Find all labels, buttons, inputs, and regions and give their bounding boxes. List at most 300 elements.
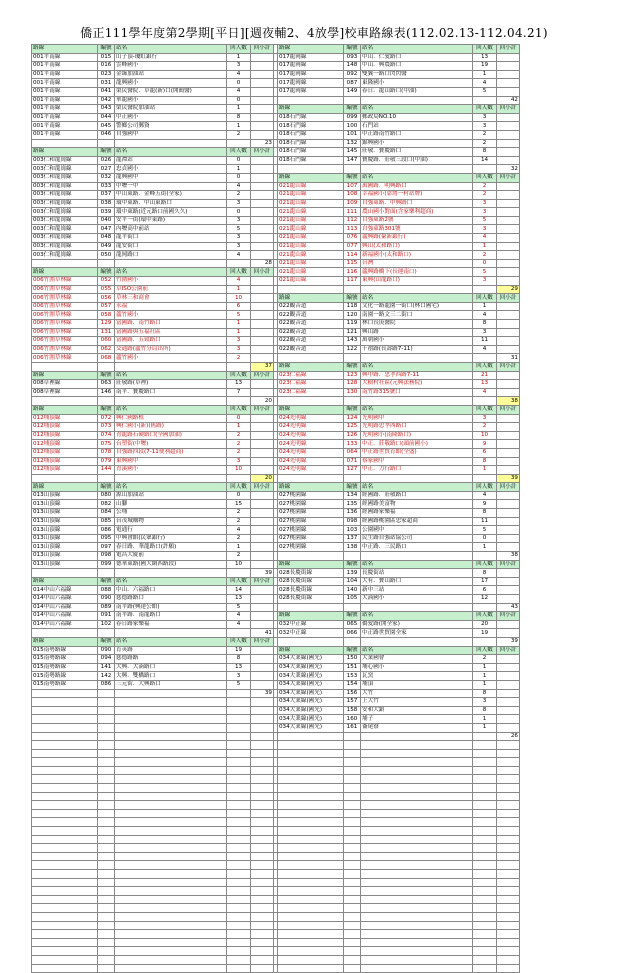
empty-cell: [115, 706, 227, 715]
header-stop-no: 編號: [344, 173, 361, 182]
route-total: 37: [251, 362, 274, 371]
stop-name: 永福: [115, 302, 227, 311]
empty-cell: [361, 749, 473, 758]
subtotal-cell: [497, 70, 520, 79]
empty-cell: [115, 715, 227, 724]
empty-cell: [98, 732, 115, 741]
route-name: 003仁和龍崗線: [32, 216, 98, 225]
stop-number: 104: [344, 577, 361, 586]
table-row: [32, 509, 520, 518]
empty-cell: [227, 827, 251, 836]
table-row: [32, 741, 520, 750]
empty-cell: [361, 732, 473, 741]
empty-cell: [98, 723, 115, 732]
table-row: [32, 586, 520, 595]
stop-count: 0: [227, 156, 251, 165]
stop-number: 133: [344, 440, 361, 449]
stop-number: 111: [344, 208, 361, 217]
empty-cell: [251, 766, 274, 775]
route-name: 027桃園線: [278, 534, 344, 543]
route-name: 013山頂線: [32, 491, 98, 500]
stop-count: 3: [473, 698, 497, 707]
empty-cell: [115, 844, 227, 853]
stop-name: 石門站: [361, 122, 473, 131]
empty-cell: [115, 938, 227, 947]
table-row: [32, 809, 520, 818]
header-stop-no: 編號: [344, 483, 361, 492]
empty-cell: [32, 904, 98, 913]
stop-count: 6: [227, 302, 251, 311]
stop-name: 龍安街口: [115, 242, 227, 251]
table-row: [32, 87, 520, 96]
empty-cell: [278, 285, 344, 294]
empty-cell: [344, 354, 361, 363]
subtotal-cell: [497, 706, 520, 715]
route-name: 013山頂線: [32, 509, 98, 518]
empty-cell: [32, 784, 98, 793]
empty-cell: [32, 259, 98, 268]
stop-name: 春日路家樂福: [115, 620, 227, 629]
table-row: [32, 491, 520, 500]
stop-name: 自強東路．中興路口: [361, 199, 473, 208]
table-row: [32, 380, 520, 389]
stop-number: 041: [98, 87, 115, 96]
stop-count: 1: [227, 328, 251, 337]
stop-number: 138: [344, 543, 361, 552]
stop-number: 050: [98, 251, 115, 260]
stop-count: 14: [473, 156, 497, 165]
empty-cell: [344, 784, 361, 793]
empty-cell: [251, 741, 274, 750]
table-row: [32, 818, 520, 827]
table-row: [32, 775, 520, 784]
stop-number: 157: [344, 698, 361, 707]
subtotal-cell: [251, 225, 274, 234]
stop-name: 經國路美富物: [361, 500, 473, 509]
header-stop-no: 編號: [98, 577, 115, 586]
header-count: 回人數: [227, 371, 251, 380]
empty-cell: [227, 259, 251, 268]
stop-name: 安平一街(環中東路): [115, 216, 227, 225]
stop-name: 自強路四段(7-11便利超商): [115, 448, 227, 457]
empty-cell: [497, 844, 520, 853]
empty-cell: [278, 904, 344, 913]
stop-name: 公埔: [115, 509, 227, 518]
stop-number: 048: [98, 234, 115, 243]
route-name: 003仁和龍崗線: [32, 191, 98, 200]
stop-count: 3: [227, 199, 251, 208]
header-route: 路線: [278, 294, 344, 303]
header-subtotal: 回小計: [251, 371, 274, 380]
empty-cell: [344, 749, 361, 758]
table-row: [32, 646, 520, 655]
empty-cell: [251, 827, 274, 836]
empty-cell: [473, 96, 497, 105]
empty-cell: [344, 165, 361, 174]
stop-count: 8: [473, 569, 497, 578]
route-name: 008草裡線: [32, 388, 98, 397]
subtotal-cell: [497, 491, 520, 500]
subtotal-cell: [497, 122, 520, 131]
stop-count: 4: [227, 87, 251, 96]
stop-name: 光明國小(南隆路口): [361, 431, 473, 440]
table-row: [32, 603, 520, 612]
empty-cell: [497, 766, 520, 775]
empty-cell: [98, 784, 115, 793]
subtotal-cell: [497, 595, 520, 604]
route-name: 034大業線(國光): [278, 680, 344, 689]
empty-cell: [497, 784, 520, 793]
route-name: 012埔頂線: [32, 466, 98, 475]
stop-count: 2: [227, 509, 251, 518]
stop-name: 環中東路．中山東路口: [115, 199, 227, 208]
table-row: [32, 698, 520, 707]
empty-cell: [251, 921, 274, 930]
table-row: [32, 225, 520, 234]
subtotal-cell: [497, 62, 520, 71]
subtotal-cell: [497, 199, 520, 208]
table-row: [32, 191, 520, 200]
subtotal-cell: [251, 500, 274, 509]
subtotal-cell: [251, 509, 274, 518]
route-name: 003仁和龍崗線: [32, 173, 98, 182]
empty-cell: [115, 569, 227, 578]
route-name: 027桃園線: [278, 543, 344, 552]
empty-cell: [344, 474, 361, 483]
route-total: 23: [251, 139, 274, 148]
empty-cell: [227, 809, 251, 818]
stop-count: 1: [227, 122, 251, 131]
stop-count: 2: [473, 251, 497, 260]
empty-cell: [98, 895, 115, 904]
stop-number: 056: [98, 294, 115, 303]
table-row: [32, 277, 520, 286]
table-row: [32, 569, 520, 578]
route-name: 021龍山線: [278, 259, 344, 268]
empty-cell: [344, 955, 361, 964]
stop-name: 新福國小(太和路口): [361, 251, 473, 260]
empty-cell: [98, 930, 115, 939]
empty-cell: [497, 835, 520, 844]
empty-cell: [361, 938, 473, 947]
stop-number: 055: [98, 285, 115, 294]
empty-cell: [227, 569, 251, 578]
empty-cell: [278, 947, 344, 956]
empty-cell: [251, 852, 274, 861]
stop-number: 116: [344, 268, 361, 277]
empty-cell: [227, 749, 251, 758]
empty-cell: [32, 569, 98, 578]
subtotal-cell: [251, 457, 274, 466]
empty-cell: [473, 861, 497, 870]
subtotal-cell: [497, 655, 520, 664]
empty-cell: [497, 792, 520, 801]
empty-cell: [473, 741, 497, 750]
empty-cell: [361, 930, 473, 939]
subtotal-cell: [497, 79, 520, 88]
stop-count: 1: [473, 680, 497, 689]
subtotal-cell: [251, 672, 274, 681]
header-stop-no: 編號: [98, 637, 115, 646]
stop-name: 警鄉公司郵資: [115, 122, 227, 131]
route-name: 022觀音道: [278, 302, 344, 311]
empty-cell: [227, 964, 251, 973]
stop-number: 090: [98, 646, 115, 655]
route-name: 028長慶街線: [278, 577, 344, 586]
stop-number: 057: [98, 302, 115, 311]
subtotal-cell: [251, 517, 274, 526]
empty-cell: [32, 792, 98, 801]
table-row: [32, 148, 520, 157]
table-row: [32, 655, 520, 664]
subtotal-cell: [251, 302, 274, 311]
stop-name: 內壢高中前站: [115, 225, 227, 234]
empty-cell: [32, 835, 98, 844]
empty-cell: [98, 870, 115, 879]
stop-count: 2: [227, 191, 251, 200]
empty-cell: [115, 741, 227, 750]
stop-count: 5: [227, 225, 251, 234]
stop-name: 經國路．莊敬路口: [361, 491, 473, 500]
empty-cell: [473, 938, 497, 947]
empty-cell: [361, 904, 473, 913]
stop-number: 154: [344, 680, 361, 689]
stop-name: 中正．力行路口: [361, 466, 473, 475]
subtotal-cell: [497, 371, 520, 380]
stop-count: 1: [473, 663, 497, 672]
subtotal-cell: [251, 586, 274, 595]
table-row: [32, 234, 520, 243]
route-name: 015南勢路線: [32, 672, 98, 681]
subtotal-cell: [497, 225, 520, 234]
stop-number: 027: [98, 165, 115, 174]
empty-cell: [361, 775, 473, 784]
page-title: 僑正111學年度第2學期[平日][週夜輔2、4放學]校車路線表(112.02.13-112.04.21): [80, 26, 548, 40]
subtotal-cell: [497, 526, 520, 535]
empty-cell: [115, 852, 227, 861]
empty-cell: [115, 766, 227, 775]
stop-number: 141: [98, 663, 115, 672]
route-name: 018石門線: [278, 148, 344, 157]
header-route: 路線: [278, 105, 344, 114]
stop-count: 8: [473, 148, 497, 157]
route-total: 31: [497, 354, 520, 363]
subtotal-cell: [251, 199, 274, 208]
subtotal-cell: [251, 79, 274, 88]
empty-cell: [32, 964, 98, 973]
stop-name: 千禧路(長壽路7-11): [361, 345, 473, 354]
stop-name: 春日路．華龍路口(許願): [115, 543, 227, 552]
stop-number: 113: [344, 225, 361, 234]
stop-count: 19: [227, 646, 251, 655]
stop-number: 114: [344, 251, 361, 260]
stop-count: 4: [473, 79, 497, 88]
stop-number: 085: [98, 517, 115, 526]
subtotal-cell: [251, 337, 274, 346]
route-name: 021龍山線: [278, 251, 344, 260]
empty-cell: [278, 955, 344, 964]
subtotal-cell: [251, 526, 274, 535]
table-row: [32, 414, 520, 423]
empty-cell: [227, 362, 251, 371]
empty-cell: [227, 921, 251, 930]
stop-count: 5: [227, 311, 251, 320]
stop-number: 156: [344, 689, 361, 698]
stop-number: 105: [344, 595, 361, 604]
empty-cell: [361, 766, 473, 775]
empty-cell: [115, 921, 227, 930]
stop-name: 台塑街(中壢): [115, 440, 227, 449]
subtotal-cell: [497, 251, 520, 260]
route-name: 013山頂線: [32, 517, 98, 526]
route-name: 021龍山線: [278, 191, 344, 200]
subtotal-cell: [497, 87, 520, 96]
empty-cell: [251, 844, 274, 853]
empty-cell: [278, 835, 344, 844]
empty-cell: [344, 861, 361, 870]
stop-count: 8: [473, 509, 497, 518]
subtotal-cell: [251, 328, 274, 337]
stop-number: 072: [98, 414, 115, 423]
stop-count: 1: [227, 320, 251, 329]
route-name: 017龍岡線: [278, 70, 344, 79]
subtotal-cell: [497, 680, 520, 689]
stop-number: 076: [344, 234, 361, 243]
table-row: [32, 320, 520, 329]
empty-cell: [278, 861, 344, 870]
subtotal-cell: [497, 457, 520, 466]
route-name: 021龍山線: [278, 234, 344, 243]
header-stop-no: 編號: [344, 294, 361, 303]
stop-name: 忠貞國小: [115, 165, 227, 174]
empty-cell: [98, 955, 115, 964]
stop-count: 2: [227, 552, 251, 561]
empty-cell: [278, 766, 344, 775]
table-row: [32, 595, 520, 604]
subtotal-cell: [251, 62, 274, 71]
empty-cell: [497, 904, 520, 913]
header-stop-no: 編號: [344, 405, 361, 414]
route-name: 021龍山線: [278, 199, 344, 208]
stop-name: 慈德路路口: [115, 595, 227, 604]
empty-cell: [344, 904, 361, 913]
route-name: 024光明線: [278, 414, 344, 423]
route-name: 013山頂線: [32, 552, 98, 561]
subtotal-cell: [497, 500, 520, 509]
table-row: [32, 423, 520, 432]
header-route: 路線: [32, 45, 98, 54]
stop-name: 金臻加油站: [115, 70, 227, 79]
stop-number: 078: [98, 448, 115, 457]
stop-count: 0: [227, 79, 251, 88]
subtotal-cell: [497, 723, 520, 732]
route-name: 018石門線: [278, 130, 344, 139]
header-subtotal: 回小計: [251, 637, 274, 646]
route-name: 001平南線: [32, 70, 98, 79]
subtotal-cell: [497, 431, 520, 440]
stop-number: 128: [344, 380, 361, 389]
header-stop: 站名: [115, 405, 227, 414]
stop-name: 三元街．大興路口: [115, 680, 227, 689]
empty-cell: [473, 637, 497, 646]
empty-cell: [98, 852, 115, 861]
empty-cell: [115, 809, 227, 818]
subtotal-cell: [497, 130, 520, 139]
stop-name: 埔心國小: [361, 663, 473, 672]
empty-cell: [115, 784, 227, 793]
header-stop-no: 編號: [344, 362, 361, 371]
empty-cell: [278, 354, 344, 363]
subtotal-cell: [497, 715, 520, 724]
header-route: 路線: [32, 577, 98, 586]
header-count: 回人數: [473, 612, 497, 621]
stop-name: 榮民醫院加油站: [115, 105, 227, 114]
table-row: [32, 964, 520, 973]
stop-count: 13: [227, 663, 251, 672]
route-name: 006竹圍草林線: [32, 345, 98, 354]
empty-cell: [115, 861, 227, 870]
stop-number: 130: [344, 388, 361, 397]
empty-cell: [115, 474, 227, 483]
table-row: [32, 904, 520, 913]
table-row: [32, 294, 520, 303]
empty-cell: [98, 818, 115, 827]
empty-cell: [251, 912, 274, 921]
subtotal-cell: [251, 380, 274, 389]
empty-cell: [227, 938, 251, 947]
stop-count: 5: [473, 526, 497, 535]
stop-count: 6: [473, 448, 497, 457]
stop-count: 10: [473, 431, 497, 440]
empty-cell: [344, 964, 361, 973]
header-route: 路線: [278, 646, 344, 655]
subtotal-cell: [497, 234, 520, 243]
stop-name: 龍岡路口: [115, 251, 227, 260]
table-row: [32, 930, 520, 939]
empty-cell: [32, 362, 98, 371]
stop-name: 興山(太和路口): [361, 242, 473, 251]
route-name: 001平南線: [32, 130, 98, 139]
empty-cell: [115, 139, 227, 148]
stop-count: 3: [473, 122, 497, 131]
empty-cell: [227, 784, 251, 793]
empty-cell: [98, 706, 115, 715]
route-name: 013山頂線: [32, 560, 98, 569]
subtotal-cell: [251, 130, 274, 139]
route-total: 39: [251, 569, 274, 578]
empty-cell: [473, 844, 497, 853]
stop-count: 0: [227, 414, 251, 423]
stop-name: 中正國小: [115, 113, 227, 122]
route-name: 012埔頂線: [32, 440, 98, 449]
empty-cell: [115, 689, 227, 698]
route-name: 034大業線(國光): [278, 706, 344, 715]
empty-cell: [497, 861, 520, 870]
empty-cell: [32, 921, 98, 930]
table-row: [32, 543, 520, 552]
stop-name: 大竹: [361, 689, 473, 698]
table-row: [32, 663, 520, 672]
empty-cell: [278, 870, 344, 879]
empty-cell: [32, 878, 98, 887]
stop-name: 龍潭站: [115, 156, 227, 165]
empty-cell: [115, 870, 227, 879]
header-stop: 站名: [115, 371, 227, 380]
table-row: [32, 268, 520, 277]
route-name: 028長慶街線: [278, 586, 344, 595]
stop-number: 109: [344, 199, 361, 208]
stop-number: 095: [98, 534, 115, 543]
